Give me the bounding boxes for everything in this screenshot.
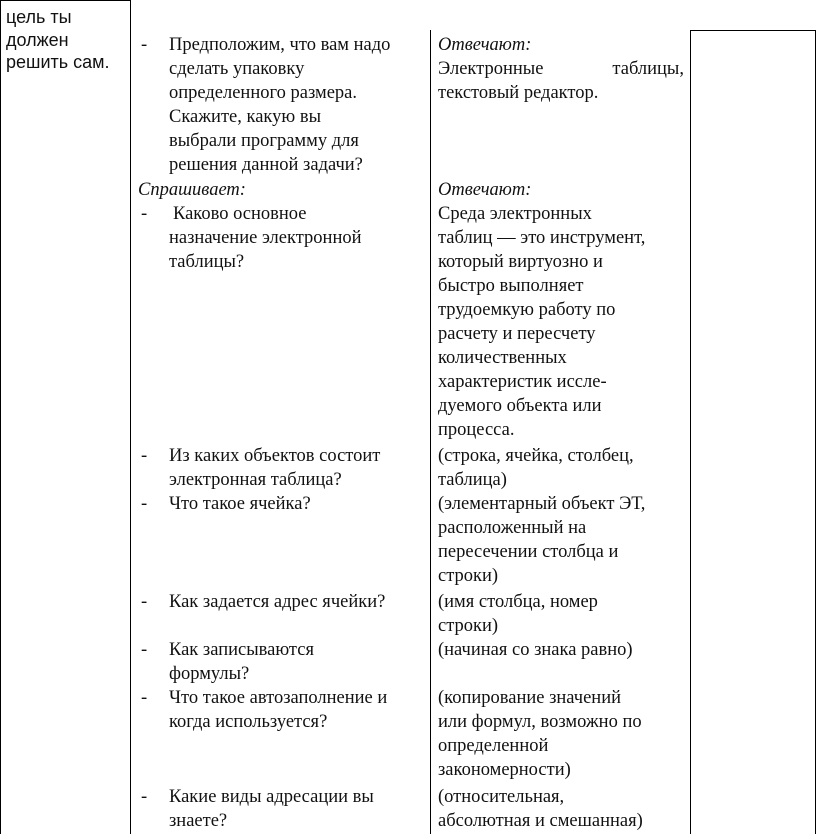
question-line: решения данной задачи?	[169, 155, 363, 175]
question-line: Что такое автозаполнение и	[169, 688, 388, 708]
question-line: сделать упаковку	[169, 59, 305, 79]
answer-line: или формул, возможно по	[438, 712, 642, 732]
question-line: назначение электронной	[169, 228, 362, 248]
answer-line: (относительная,	[438, 787, 565, 807]
question-line: формулы?	[169, 664, 250, 684]
answer-line: абсолютная и смешанная)	[438, 811, 643, 831]
answer-line: количественных	[438, 348, 567, 368]
table-border-top-right	[690, 30, 816, 31]
table-divider-3	[690, 30, 691, 834]
left-cell-line: цель ты	[6, 7, 72, 27]
table-border-top	[0, 0, 130, 1]
question-line: Как записываются	[169, 640, 314, 660]
answer-line: дуемого объекта или	[438, 396, 602, 416]
speaker-label: Спрашивает:	[138, 180, 246, 200]
answer-line: процесса.	[438, 420, 515, 440]
question-line: знаете?	[169, 811, 228, 831]
answer-line: расположенный на	[438, 518, 587, 538]
answer-line: расчету и пересчету	[438, 324, 596, 344]
question-dash: -	[141, 688, 148, 708]
question-dash: -	[141, 592, 148, 612]
answer-line: Электронные таблицы,	[438, 59, 684, 79]
table-divider-2	[430, 30, 431, 834]
left-cell-line: решить сам.	[6, 52, 110, 72]
left-cell-line: должен	[6, 29, 69, 50]
question-line: Какие виды адресации вы	[169, 787, 374, 807]
answer-line: характеристик иссле-	[438, 372, 607, 392]
question-line: электронная таблица?	[169, 470, 342, 490]
answer-line: таблиц — это инструмент,	[438, 228, 646, 248]
answer-line: (элементарный объект ЭТ,	[438, 494, 646, 514]
question-dash: -	[141, 204, 148, 224]
question-line: Из каких объектов состоит	[169, 446, 381, 466]
answer-line: текстовый редактор.	[438, 83, 599, 103]
question-line: Скажите, какую вы	[169, 107, 321, 127]
answer-line: (имя столбца, номер	[438, 592, 598, 612]
answer-line: закономерности)	[438, 760, 571, 780]
question-line: таблицы?	[169, 252, 245, 272]
left-cell-text	[6, 6, 126, 74]
answer-line: трудоемкую работу по	[438, 300, 616, 320]
question-line: Как задается адрес ячейки?	[169, 592, 386, 612]
question-dash: -	[141, 494, 148, 514]
question-dash: -	[141, 787, 148, 807]
answer-line: строки)	[438, 616, 499, 636]
answer-line: (строка, ячейка, столбец,	[438, 446, 634, 466]
answer-line: пересечении столбца и	[438, 542, 619, 562]
question-dash: -	[141, 35, 148, 55]
answer-line: (копирование значений	[438, 688, 621, 708]
question-line: Что такое ячейка?	[169, 494, 311, 514]
answer-line: строки)	[438, 566, 499, 586]
answer-line: (начиная со знака равно)	[438, 640, 633, 660]
table-divider-1	[130, 0, 131, 834]
question-dash: -	[141, 446, 148, 466]
answer-line: который виртуозно и	[438, 252, 603, 272]
answer-label: Отвечают:	[438, 180, 532, 200]
question-line: определенного размера.	[169, 83, 357, 103]
answer-line: определенной	[438, 736, 549, 756]
answer-label: Отвечают:	[438, 35, 532, 55]
question-line: когда используется?	[169, 712, 328, 732]
answer-line: быстро выполняет	[438, 276, 584, 296]
question-line: выбрали программу для	[169, 131, 359, 151]
question-line: Каково основное	[173, 204, 307, 224]
answer-line: таблица)	[438, 470, 507, 490]
table-border-left	[0, 0, 1, 834]
question-line: Предположим, что вам надо	[169, 35, 391, 55]
answer-line: Среда электронных	[438, 204, 592, 224]
question-dash: -	[141, 640, 148, 660]
